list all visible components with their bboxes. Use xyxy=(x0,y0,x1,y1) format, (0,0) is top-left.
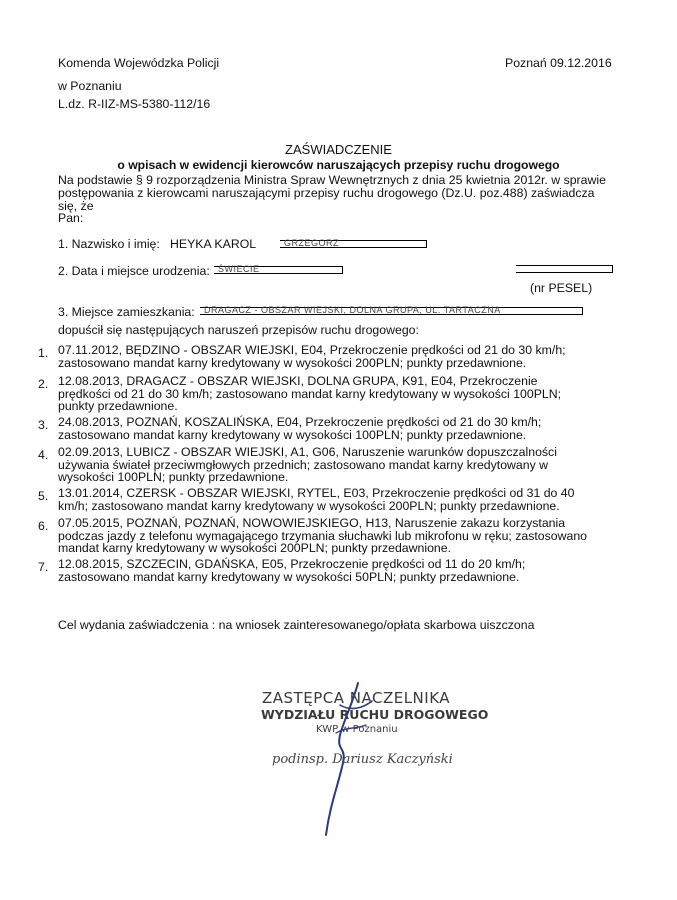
reference-number: L.dz. R-IIZ-MS-5380-112/16 xyxy=(58,97,211,111)
stamp-unit: KWP w Poznaniu xyxy=(316,724,398,735)
violation-number: 6. xyxy=(38,519,49,533)
name-value: HEYKA KAROL xyxy=(170,237,257,251)
intro-paragraph xyxy=(58,174,606,225)
redaction-bar-birth xyxy=(214,266,343,274)
redaction-bar-pesel xyxy=(516,265,613,273)
violation-number: 3. xyxy=(38,418,49,432)
violation-text: 07.05.2015, POZNAŃ, POZNAŃ, NOWOWIEJSKIEGO, H13, Naruszenie zakazu korzystania podczas jazdy z telefonu wymagającego trzymania słuchawki lub mikrofonu w ręku; zastosowano mandat karny kredytowany w wysokości 200PLN; punkty przedawnione. xyxy=(58,516,588,556)
violation-item xyxy=(38,446,638,484)
redaction-bar-address xyxy=(200,307,583,315)
violation-item xyxy=(38,487,638,512)
stamp-department: WYDZIAŁU RUCHU DROGOWEGO xyxy=(261,707,489,722)
intro-line-1: Na podstawie § 9 rozporządzenia Ministra Spraw Wewnętrznych z dnia 25 kwietnia 2012r. w sprawie xyxy=(58,173,606,187)
violation-text: 07.11.2012, BĘDZINO - OBSZAR WIEJSKI, E04, Przekroczenie prędkości od 21 do 30 km/h; zastosowano mandat karny kredytowany w wysokości 200PLN; punkty przedawnione. xyxy=(58,343,566,370)
issue-purpose: Cel wydania zaświadczenia : na wniosek zainteresowanego/opłata skarbowa uiszczona xyxy=(58,618,535,632)
violation-number: 2. xyxy=(38,377,49,391)
name-label: 1. Nazwisko i imię: xyxy=(58,237,160,251)
birth-label: 2. Data i miejsce urodzenia: xyxy=(58,264,210,278)
address-label: 3. Miejsce zamieszkania: xyxy=(58,305,195,319)
violation-text: 02.09.2013, LUBICZ - OBSZAR WIEJSKI, A1, G06, Naruszenie warunków dopuszczalności używania świateł przeciwmgłowych przednich; zastosowano mandat karny kredytowany w wysokości 100PLN; punkty przedawnione. xyxy=(58,445,557,485)
intro-line-4: Pan: xyxy=(58,211,84,226)
place-and-date: Poznań 09.12.2016 xyxy=(505,56,612,70)
redacted-text: GRZEGORZ xyxy=(284,238,339,248)
violation-number: 1. xyxy=(38,346,49,360)
violation-number: 5. xyxy=(38,489,49,503)
issuer-name: Komenda Wojewódzka Policji xyxy=(58,56,220,70)
signatory-name: podinsp. Dariusz Kaczyński xyxy=(272,752,453,767)
violation-text: 12.08.2015, SZCZECIN, GDAŃSKA, E05, Przekroczenie prędkości od 11 do 20 km/h; zastosowano mandat karny kredytowany w wysokości 50PLN; punkty przedawnione. xyxy=(58,557,526,584)
violation-item xyxy=(38,416,638,441)
violation-item xyxy=(38,375,638,413)
violation-item xyxy=(38,344,638,369)
violation-number: 7. xyxy=(38,560,49,574)
intro-line-3: się, że xyxy=(58,198,94,213)
violation-number: 4. xyxy=(38,448,49,462)
intro-line-2: postępowania z kierowcami naruszającymi przepisy ruchu drogowego (Dz.U. poz.488) zaświadcza xyxy=(58,185,595,200)
issuer-city: w Poznaniu xyxy=(58,79,122,93)
document-subtitle: o wpisach w ewidencji kierowców naruszających przepisy ruchu drogowego xyxy=(117,158,560,172)
violation-item xyxy=(38,558,638,583)
stamp-title: ZASTĘPCA NACZELNIKA xyxy=(262,689,451,707)
document-title: ZAŚWIADCZENIE xyxy=(285,142,392,157)
redaction-bar-name xyxy=(280,240,427,248)
redacted-text: DRAGACZ - OBSZAR WIEJSKI, DOLNA GRUPA, UL. TARTACZNA xyxy=(204,305,501,315)
redacted-text: ŚWIECIE xyxy=(218,264,260,274)
violation-text: 12.08.2013, DRAGACZ - OBSZAR WIEJSKI, DOLNA GRUPA, K91, E04, Przekroczenie prędkości od 21 do 30 km/h; zastosowano mandat karny kredytowany w wysokości 100PLN; punkty przedawnione. xyxy=(58,374,562,414)
violation-text: 13.01.2014, CZERSK - OBSZAR WIEJSKI, RYTEL, E03, Przekroczenie prędkości od 31 do 40 km/h; zastosowano mandat karny kredytowany w wysokości 200PLN; punkty przedawnione. xyxy=(58,486,575,513)
violations-intro: dopuścił się następujących naruszeń przepisów ruchu drogowego: xyxy=(58,323,419,337)
pesel-label: (nr PESEL) xyxy=(530,281,593,295)
violation-text: 24.08.2013, POZNAŃ, KOSZALIŃSKA, E04, Przekroczenie prędkości od 21 do 30 km/h; zastosowano mandat karny kredytowany w wysokości 100PLN; punkty przedawnione. xyxy=(58,415,542,442)
violation-item xyxy=(38,517,638,555)
